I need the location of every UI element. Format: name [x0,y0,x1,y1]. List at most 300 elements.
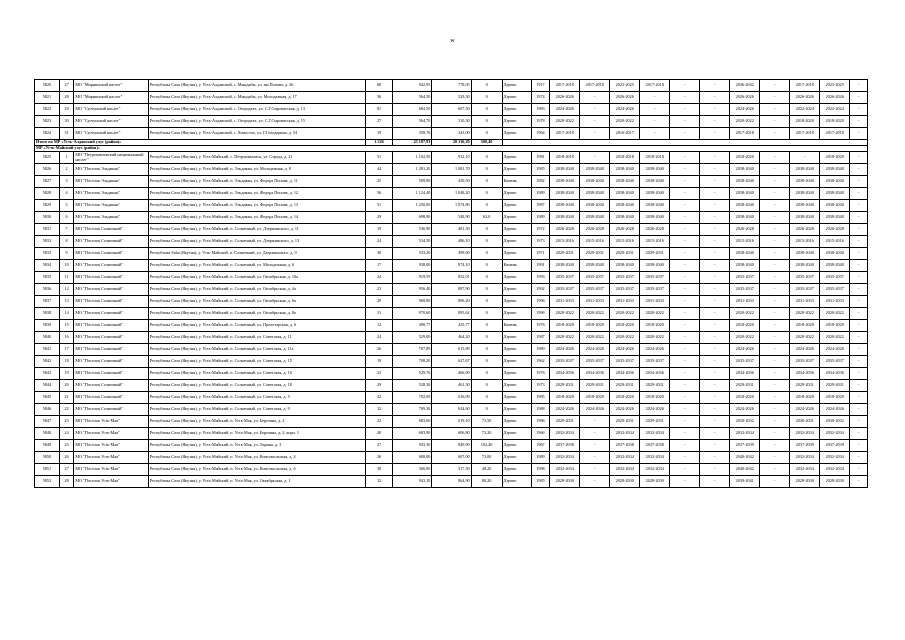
nonresidential-area-cell: 0 [471,224,502,236]
repair-11-cell: - [850,128,868,140]
repair-1-cell: 2038-2040 [550,176,580,188]
total-area-cell: 564,50 [393,92,432,104]
total-area-cell: 919,59 [393,272,432,284]
total-area-cell: 366,00 [393,464,432,476]
repair-4-cell: 2035-2037 [640,272,670,284]
nonresidential-area-cell: 73,20 [471,428,502,440]
repair-6-cell: - [700,368,730,380]
nonresidential-area-cell: 0 [471,344,502,356]
year-built-cell: 1991 [531,260,550,272]
repair-1-cell: 2032-2034 [550,452,580,464]
address-cell: Республика Саха (Якутия), у. Усть-Алданский, с. Мындабы, ул. Молодежная, д. 17 [148,92,365,104]
total-area-cell: 536,90 [393,224,432,236]
address-cell: Республика Саха (Якутия), у. Усть-Майский, п. Солнечный, ул. Дзержинского, д. 13 [148,236,365,248]
repair-8-cell: - [760,128,790,140]
repair-4-cell: 2029-2031 [640,248,670,260]
repair-4-cell: 2032-2034 [640,464,670,476]
living-area-cell: 464,20 [432,332,471,344]
repair-3-cell: 2029-2031 [610,248,640,260]
local-number-cell: 22 [59,404,73,416]
repair-6-cell: - [700,296,730,308]
repair-6-cell: - [700,476,730,488]
total-area-cell: 1 281,20 [393,164,432,176]
repair-3-cell: 2018-2020 [610,392,640,404]
repair-1-cell: 2028-2030 [550,476,580,488]
residents-cell: 23 [366,368,393,380]
wall-material-cell: Дерево [502,452,531,464]
repair-2-cell: - [580,104,610,116]
repair-3-cell: 2038-2040 [610,200,640,212]
repair-11-cell: - [850,464,868,476]
row-number-cell: 5824 [35,128,60,140]
total-area: 25 187,93 [393,140,432,146]
repair-11-cell: - [850,344,868,356]
residents-cell: 68 [366,80,393,92]
repair-2-cell: 2029-2031 [580,248,610,260]
nonresidential-area-cell: 0 [471,176,502,188]
address-cell: Республика Саха (Якутия), у. Усть-Майский, п. Эльдикан, ул. Федора Попова, д. 12 [148,188,365,200]
repair-9-cell: 2020-2022 [790,308,820,320]
repair-1-cell: 2018-2020 [550,392,580,404]
repair-6-cell: - [700,332,730,344]
address-cell: Республика Саха (Якутия), у. Усть-Алданский, с. Мындабы, ул. им.Попова, д. 26 [148,80,365,92]
residents-cell: 29 [366,212,393,224]
repair-5-cell: - [670,200,700,212]
municipality-cell: МО "Поселок Солнечный" [74,224,149,236]
repair-2-cell: 2038-2040 [580,164,610,176]
repair-5-cell: - [670,344,700,356]
municipality-cell: МО "Поселок Усть-Мая" [74,464,149,476]
repair-8-cell: - [760,368,790,380]
wall-material-cell: Дерево [502,416,531,428]
repair-4-cell: 2035-2037 [640,284,670,296]
municipality-cell: МО "Поселок Усть-Мая" [74,476,149,488]
repair-7-cell: 2038-2040 [730,176,760,188]
repair-4-cell: 2029-2031 [640,380,670,392]
total-area-cell: 490,77 [393,320,432,332]
row-number-cell: 5851 [35,464,60,476]
local-number-cell: 29 [59,104,73,116]
local-number-cell: 13 [59,296,73,308]
municipality-cell: МО "Поселок Усть-Мая" [74,428,149,440]
repair-11-cell: - [850,200,868,212]
municipality-cell: МО "Поселок Усть-Мая" [74,440,149,452]
repair-10-cell: 2037-2039 [820,440,850,452]
repair-9-cell: 2035-2037 [790,284,820,296]
repair-1-cell: 2038-2040 [550,164,580,176]
repair-8-cell: - [760,464,790,476]
repair-3-cell: 2038-2040 [610,188,640,200]
repair-3-cell: 2038-2040 [610,164,640,176]
repair-11-cell: - [850,92,868,104]
repair-11-cell: - [850,164,868,176]
repair-5-cell: - [670,212,700,224]
repair-3-cell: 2026-2026 [610,92,640,104]
repair-5-cell: - [670,296,700,308]
total-area-cell: 709,30 [393,404,432,416]
repair-3-cell: 2035-2037 [610,272,640,284]
residents-cell: 81 [366,104,393,116]
repair-5-cell: - [670,176,700,188]
year-built-cell: 1976 [531,368,550,380]
address-cell: Республика Саха (Якутия), у. Усть-Майский, п. Солнечный, ул. Советская, д. 5 [148,392,365,404]
repair-3-cell: 2038-2040 [610,212,640,224]
row-number-cell: 5845 [35,392,60,404]
repair-10-cell: 2038-2040 [820,188,850,200]
repair-10-cell: 2015-2016 [820,236,850,248]
municipality-cell: МО "Поселок Солнечный" [74,380,149,392]
repair-6-cell: - [700,260,730,272]
repair-4-cell: 2018-2020 [640,392,670,404]
local-number-cell: 19 [59,368,73,380]
table-row [35,308,868,320]
repair-10-cell: 2032-2034 [820,464,850,476]
repair-8-cell: - [760,392,790,404]
repair-8-cell: - [760,380,790,392]
repair-11-cell: - [850,272,868,284]
repair-5-cell: - [670,104,700,116]
repair-10-cell: 2028-2030 [820,476,850,488]
wall-material-cell: Дерево [502,404,531,416]
repair-6-cell: - [700,392,730,404]
repair-6-cell: - [700,308,730,320]
table-row [35,428,868,440]
total-area-cell: 529,00 [393,332,432,344]
repair-1-cell: 2017-2018 [550,128,580,140]
repair-4-cell: 2018-2018 [640,152,670,164]
row-number-cell: 5838 [35,308,60,320]
local-number-cell: 24 [59,428,73,440]
repair-1-cell: 2035-2037 [550,284,580,296]
repair-1-cell: 2038-2040 [550,212,580,224]
year-built-cell: 1971 [531,248,550,260]
table-row [35,200,868,212]
residents-cell: 44 [366,164,393,176]
nonresidential-area-cell: 0 [471,368,502,380]
repair-1-cell: 2031-2033 [550,296,580,308]
address-cell: Республика Саха (Якутия), у. Усть-Майский, с. Петропавловск, ул. Строда, д. 21 [148,152,365,164]
total-residents: 1 226 [366,140,393,146]
total-area-cell: 938,00 [393,260,432,272]
row-number-cell: 5852 [35,476,60,488]
repair-9-cell: 2018-2020 [790,116,820,128]
table-row [35,344,868,356]
repair-11-cell: - [850,260,868,272]
repair-9-cell: 2037-2039 [790,440,820,452]
wall-material-cell: Дерево [502,308,531,320]
residents-cell: 51 [366,200,393,212]
repair-9-cell: 2017-2018 [790,128,820,140]
total-area-cell: 684,50 [393,104,432,116]
year-built-cell: 1987 [531,332,550,344]
row-number-cell: 5820 [35,80,60,92]
municipality-cell: МО "Поселок Солнечный" [74,404,149,416]
year-built-cell: 1996 [531,296,550,308]
local-number-cell: 14 [59,308,73,320]
total-area-cell: 968,80 [393,296,432,308]
repair-7-cell: 2020-2022 [730,332,760,344]
repair-3-cell: 2032-2034 [610,464,640,476]
table-row [35,380,868,392]
nonresidential-area-cell: 0 [471,356,502,368]
residents-cell: 23 [366,284,393,296]
repair-7-cell: 2036-2042 [730,80,760,92]
nonresidential-area-cell: 0 [471,92,502,104]
repair-10-cell: 2024-2026 [820,344,850,356]
repair-4-cell: - [640,116,670,128]
total-living-area: 20 136,29 [432,140,471,146]
repair-10-cell: 2035-2037 [820,284,850,296]
repair-7-cell: 2017-2018 [730,128,760,140]
row-number-cell: 5846 [35,404,60,416]
living-area-cell: 932,10 [432,152,471,164]
residents-cell: 31 [366,308,393,320]
row-number-cell: 5834 [35,260,60,272]
repair-9-cell: - [790,152,820,164]
repair-4-cell: 2024-2026 [640,404,670,416]
living-area-cell: 1 048,20 [432,188,471,200]
repair-6-cell: - [700,404,730,416]
repair-10-cell: 2029-2031 [820,380,850,392]
year-built-cell: 1983 [531,104,550,116]
local-number-cell: 20 [59,380,73,392]
year-built-cell: 1989 [531,344,550,356]
nonresidential-area-cell: 80,20 [471,476,502,488]
repair-8-cell: - [760,188,790,200]
repair-7-cell: 2038-2040 [730,248,760,260]
row-number-cell: 5828 [35,188,60,200]
repair-1-cell: 2024-2026 [550,104,580,116]
table-row [35,248,868,260]
row-number-cell: 5833 [35,248,60,260]
repair-9-cell: 2018-2020 [790,320,820,332]
repair-3-cell: 2024-2026 [610,344,640,356]
repair-9-cell: 2026-2028 [790,224,820,236]
table-row [35,164,868,176]
repair-7-cell: 2038-2040 [730,200,760,212]
repair-6-cell: - [700,176,730,188]
wall-material-cell: Дерево [502,164,531,176]
table-row [35,296,868,308]
repair-10-cell: 2024-2026 [820,404,850,416]
repair-1-cell: 2035-2037 [550,356,580,368]
repair-2-cell: 2035-2037 [580,272,610,284]
repair-8-cell: - [760,356,790,368]
year-built-cell: 1972 [531,224,550,236]
municipality-cell: МО "Поселок Солнечный" [74,308,149,320]
table-row [35,104,868,116]
table-row [35,116,868,128]
nonresidential-area-cell: 0 [471,80,502,92]
residents-cell: 24 [366,272,393,284]
living-area-cell: 849,90 [432,440,471,452]
local-number-cell: 1 [59,152,73,164]
repair-1-cell: 2038-2040 [550,188,580,200]
repair-11-cell: - [850,392,868,404]
repair-7-cell: 2032-2034 [730,428,760,440]
address-cell: Республика Саха (Якутия), у. Усть-Майский, п. Усть-Мая, ул. Березина, д. 2 [148,416,365,428]
table-row [35,128,868,140]
repair-11-cell: - [850,332,868,344]
municipality-cell: МО "Поселок Эльдикан" [74,176,149,188]
table-row [35,416,868,428]
residents-cell: 27 [366,116,393,128]
local-number-cell: 25 [59,440,73,452]
municipality-cell: МО "Поселок Эльдикан" [74,212,149,224]
repair-4-cell: - [640,104,670,116]
living-area-cell: 548,90 [432,212,471,224]
year-built-cell: 1986 [531,416,550,428]
total-area-cell: 680,00 [393,452,432,464]
address-cell: Республика Саха (Якутия), у. Усть-Майский, п. Солнечный, ул. Советская, д. 16 [148,368,365,380]
repair-7-cell: 2024-2026 [730,104,760,116]
table-row [35,320,868,332]
repair-11-cell: - [850,212,868,224]
address-cell: Республика Саха (Якутия), у. Усть-Майский, п. Солнечный, ул. Молодежная, д. 6 [148,260,365,272]
residents-cell: 27 [366,440,393,452]
repair-9-cell: 2022-2024 [790,104,820,116]
repair-11-cell: - [850,224,868,236]
repair-8-cell: - [760,104,790,116]
repair-2-cell: 2038-2040 [580,188,610,200]
wall-material-cell: Дерево [502,296,531,308]
row-number-cell: 5823 [35,116,60,128]
repair-7-cell: 2031-2033 [730,296,760,308]
table-row [35,212,868,224]
living-area-cell: 343,00 [432,128,471,140]
repair-7-cell: 2040-2042 [730,464,760,476]
repair-11-cell: - [850,440,868,452]
nonresidential-area-cell: 0 [471,296,502,308]
repair-9-cell: 2015-2016 [790,236,820,248]
repair-6-cell: - [700,440,730,452]
nonresidential-area-cell: 0 [471,188,502,200]
repair-9-cell: 2038-2040 [790,212,820,224]
municipality-cell: МО "Поселок Усть-Мая" [74,452,149,464]
table-row [35,368,868,380]
repair-2-cell: 2017-2018 [580,80,610,92]
living-area-cell: 634,60 [432,404,471,416]
table-row [35,452,868,464]
repair-6-cell: - [700,152,730,164]
repair-4-cell: 2031-2033 [640,296,670,308]
total-area-cell: 683,90 [393,428,432,440]
repair-5-cell: - [670,368,700,380]
repair-1-cell: 2017-2018 [550,80,580,92]
repair-1-cell: 2035-2037 [550,272,580,284]
municipality-cell: МО "Поселок Солнечный" [74,356,149,368]
residents-cell: 38 [366,464,393,476]
total-area-cell: 529,70 [393,368,432,380]
municipality-cell: МО "Мирнинский наслег" [74,92,149,104]
row-number-cell: 5850 [35,452,60,464]
repair-1-cell: 2020-2022 [550,308,580,320]
repair-10-cell: 2020-2022 [820,332,850,344]
repair-9-cell: 2020-2022 [790,332,820,344]
repair-10-cell: 2034-2036 [820,368,850,380]
repair-2-cell: 2024-2026 [580,344,610,356]
repair-11-cell: - [850,152,868,164]
repair-3-cell: 2024-2026 [610,104,640,116]
repair-7-cell: 2035-2037 [730,272,760,284]
municipality-cell: МО "Поселок Солнечный" [74,368,149,380]
total-area-cell: 698,90 [393,212,432,224]
local-number-cell: 27 [59,80,73,92]
wall-material-cell: Дерево [502,224,531,236]
repair-7-cell: 2029-2031 [730,380,760,392]
wall-material-cell: Камень [502,260,531,272]
total-area-cell: 1 102,50 [393,152,432,164]
repair-1-cell: 2026-2026 [550,92,580,104]
wall-material-cell: Дерево [502,236,531,248]
repair-6-cell: - [700,272,730,284]
repair-10-cell: 2035-2037 [820,272,850,284]
local-number-cell: 21 [59,392,73,404]
repair-2-cell: - [580,452,610,464]
repair-8-cell: - [760,224,790,236]
repair-1-cell: 2029-2031 [550,380,580,392]
repair-7-cell: 2020-2022 [730,116,760,128]
table-row [35,224,868,236]
wall-material-cell: Дерево [502,248,531,260]
repair-9-cell: 2026-2026 [790,92,820,104]
repair-8-cell: - [760,236,790,248]
repair-4-cell: - [640,92,670,104]
residents-cell: 29 [366,296,393,308]
repair-10-cell: 2038-2040 [820,200,850,212]
repair-11-cell: - [850,380,868,392]
repair-5-cell: - [670,236,700,248]
year-built-cell: 1992 [531,284,550,296]
repair-1-cell: 2032-2034 [550,464,580,476]
repair-9-cell: 2038-2040 [790,188,820,200]
living-area-cell: 461,30 [432,380,471,392]
address-cell: Республика Саха (Якутия), у. Усть-Майский, п. Усть-Мая, ул. Комсомольская, д. 6 [148,464,365,476]
residents-cell: 51 [366,152,393,164]
repair-6-cell: - [700,164,730,176]
repair-6-cell: - [700,320,730,332]
repair-7-cell: 2039-2041 [730,476,760,488]
wall-material-cell: Дерево [502,152,531,164]
municipality-cell: МО "Поселок Солнечный" [74,236,149,248]
repair-2-cell: 2035-2037 [580,356,610,368]
residents-cell: 19 [366,128,393,140]
repair-7-cell: 2038-2040 [730,188,760,200]
repair-5-cell: - [670,332,700,344]
repair-2-cell: - [580,440,610,452]
repair-9-cell: 2038-2040 [790,260,820,272]
total-area-cell: 509,00 [393,176,432,188]
repair-1-cell: 2038-2040 [550,200,580,212]
repair-7-cell: 2030-2032 [730,416,760,428]
living-area-cell: 864,90 [432,476,471,488]
total-area-cell: 707,89 [393,344,432,356]
total-area-cell: 970,60 [393,308,432,320]
repair-5-cell: - [670,80,700,92]
municipality-cell: МО "Поселок Солнечный" [74,248,149,260]
year-built-cell: 1988 [531,404,550,416]
residents-cell: 32 [366,476,393,488]
repair-6-cell: - [700,356,730,368]
row-number-cell: 5841 [35,344,60,356]
table-row [35,284,868,296]
repair-5-cell: - [670,476,700,488]
repair-2-cell: - [580,128,610,140]
row-number-cell: 5822 [35,104,60,116]
repair-3-cell: 2038-2040 [610,176,640,188]
repair-8-cell: - [760,308,790,320]
municipality-cell: МО "Суотунский наслег" [74,128,149,140]
